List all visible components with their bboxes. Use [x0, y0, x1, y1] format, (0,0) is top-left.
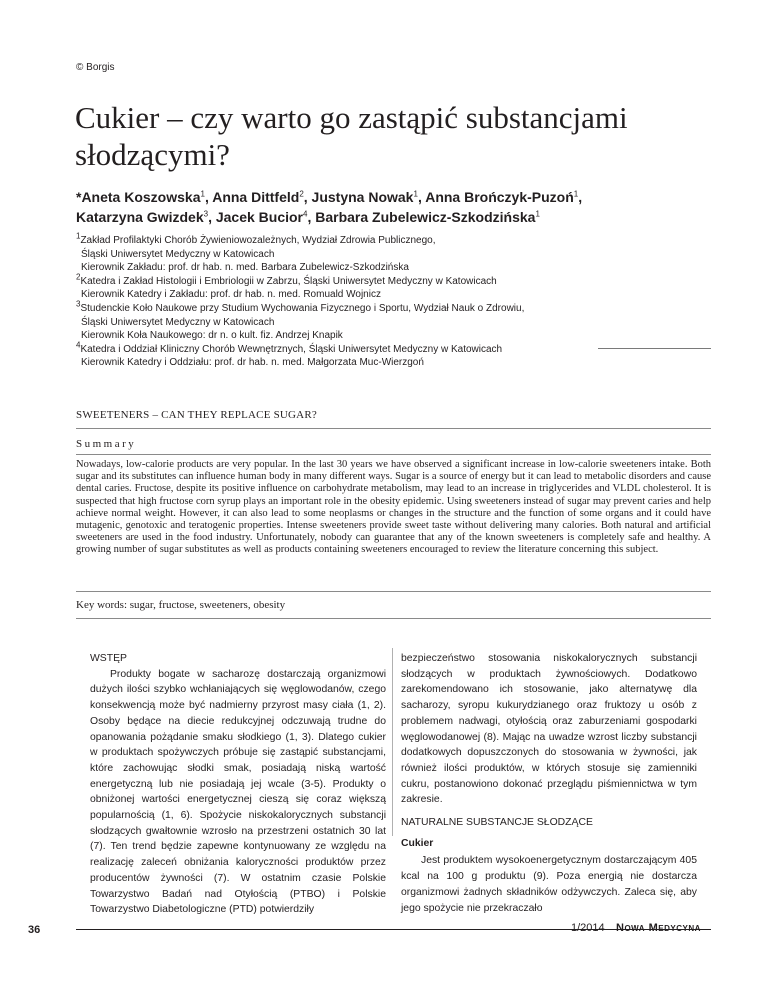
author: Anna Dittfeld$^2$ — [212, 189, 304, 205]
divider — [76, 428, 711, 429]
author: Jacek Bucior$^4$ — [215, 209, 308, 225]
paragraph: Jest produktem wysokoenergetycznym dostarczającym 405 kcal na 100 g produktu (9). Poza energią nie dostarcza organizmowi żadnych składników odżywczych. Zaleca się, aby jego spożycie nie przekraczało — [401, 855, 697, 914]
divider — [76, 454, 711, 455]
paragraph: bezpieczeństwo stosowania niskokalorycznych substancji słodzących w produktach żywnościowych. Dodatkowo zarekomendowano ich stosowanie, jako alternatywę dla sacharozy, syropu kukurydzianego oraz fruktozy u osób z problemem nadwagi, otyłością oraz zaburzeniami gospodarki węglowodanowej (8). Mając na uwadze wzrost liczby substancji dodatkowych dopuszczonych do stosowania w żywności, jak również ilości produktów, w których stosuje się zamienniki cukru, postanowiono dokonać przeglądu piśmiennictwa w tym zakresie. — [401, 653, 697, 806]
author: Justyna Nowak$^1$ — [311, 189, 418, 205]
divider — [76, 591, 711, 592]
journal-name: Nowa Medycyna — [616, 922, 701, 934]
subsection-heading: Cukier — [401, 837, 434, 849]
affiliation: $^3$Studenckie Koło Naukowe przy Studium Wychowania Fizycznego i Sportu, Wydział Nauk o Zdrowiu, Śląski Uniwersytet Medyczny w Katowicach Kierownik Koła Naukowego: dr n. o kult. fiz. Andrzej Knapik — [76, 299, 525, 342]
right-column — [401, 651, 697, 916]
author: Katarzyna Gwizdek$^3$ — [76, 209, 209, 225]
keywords: Key words: sugar, fructose, sweeteners, obesity — [76, 599, 286, 611]
divider — [76, 618, 711, 619]
author: Anna Brończyk-Puzoń$^1$ — [425, 189, 579, 205]
author-list: *Aneta Koszowska$^1$, Anna Dittfeld$^2$, Justyna Nowak$^1$, Anna Brończyk-Puzoń$^1$, Katarzyna Gwizdek$^3$, Jacek Bucior$^4$, Barbara Zubelewicz-Szkodzińska$^1$ — [76, 189, 583, 225]
left-column — [90, 651, 386, 918]
author: *Aneta Koszowska$^1$ — [76, 189, 205, 205]
paragraph: Produkty bogate w sacharozę dostarczają organizmowi dużych ilości szybko wchłaniających się węglowodanów, czego konsekwencją może być nadmierny przyrost masy ciała (1, 2). Osoby będące na diecie redukcyjnej odczuwają trudne do opanowania pożądanie smaku słodkiego (1, 3). Dlatego cukier w produktach spożywczych próbuje się zastąpić substancjami, które zachowując słodki smak, posiadają niską wartość energetyczną lub nie posiadają jej wcale (3-5). Produkty o obniżonej wartości energetycznej cieszą się coraz większą popularnością (1, 6). Spożycie niskokalorycznych substancji słodzących gwałtownie wzrosło na przestrzeni ostatnich 30 lat (7). Ten trend będzie zapewne kontynuowany ze względu na realizację zaleceń obniżania kaloryczności produktów przez producentów żywności (7). W ostatnim czasie Polskie Towarzystwo Badań nad Otyłością (PTBO) i Polskie Towarzystwo Diabetologiczne (PTD) potwierdziły — [90, 668, 386, 916]
affiliation: $^1$Zakład Profilaktyki Chorób Żywieniowozależnych, Wydział Zdrowia Publicznego, Śląski Uniwersytet Medyczny w Katowicach Kierownik Zakładu: prof. dr hab. n. med. Barbara Zubelewicz-Szkodzińska — [76, 231, 436, 274]
summary-heading: Summary — [76, 438, 137, 450]
article-title: Cukier – czy warto go zastąpić substancjami słodzącymi? — [75, 100, 628, 172]
affiliation-list — [76, 231, 716, 370]
publisher-label: © Borgis — [76, 62, 115, 73]
divider — [598, 348, 711, 349]
column-divider — [392, 648, 393, 836]
summary-text: Nowadays, low-calorie products are very popular. In the last 30 years we have observed a significant increase in low-calorie sweeteners intake. Both sugar and its substitutes can influence human body in many different ways. Sugar is a source of energy but it can lead to metabolic disorders and cause dental caries. Fructose, despite its positive influence on carbohydrate metabolism, may lead to an increase in triglycerides and VLDL cholesterol. It is suspected that high fructose corn syrup plays an important role in the obesity epidemic. Using sweeteners instead of sugar may prevent caries and help achieve normal weight. However, it can also lead to some neoplasms or changes in the structure and the function of some organs and it could have mutagenic, genotoxic and teratogenic properties. Intense sweeteners provide sweet taste without delivering many calories. Both natural and artificial sweeteners are used in the food industry. Unfortunately, nobody can guarantee that any of the known sweeteners is completely safe and healthy. A growing number of sugar substitutes as well as products containing sweeteners encouraged to review the literature concerning this subject. — [76, 459, 711, 556]
author: Barbara Zubelewicz-Szkodzińska$^1$ — [315, 209, 540, 225]
page-number: 36 — [28, 924, 41, 936]
affiliation: $^2$Katedra i Zakład Histologii i Embriologii w Zabrzu, Śląski Uniwersytet Medyczny w Katowicach Kierownik Katedry i Zakładu: prof. dr hab. n. med. Romuald Wojnicz — [76, 272, 497, 301]
issue-label: 1/2014 — [571, 922, 605, 934]
section-heading: NATURALNE SUBSTANCJE SŁODZĄCE — [401, 817, 593, 829]
affiliation: $^4$Katedra i Oddział Kliniczny Chorób Wewnętrznych, Śląski Uniwersytet Medyczny w Katowicach Kierownik Katedry i Oddziału: prof. dr hab. n. med. Małgorzata Muc-Wierzgoń — [76, 340, 503, 369]
english-title: SWEETENERS – CAN THEY REPLACE SUGAR? — [76, 409, 317, 421]
section-heading: WSTĘP — [90, 653, 127, 664]
